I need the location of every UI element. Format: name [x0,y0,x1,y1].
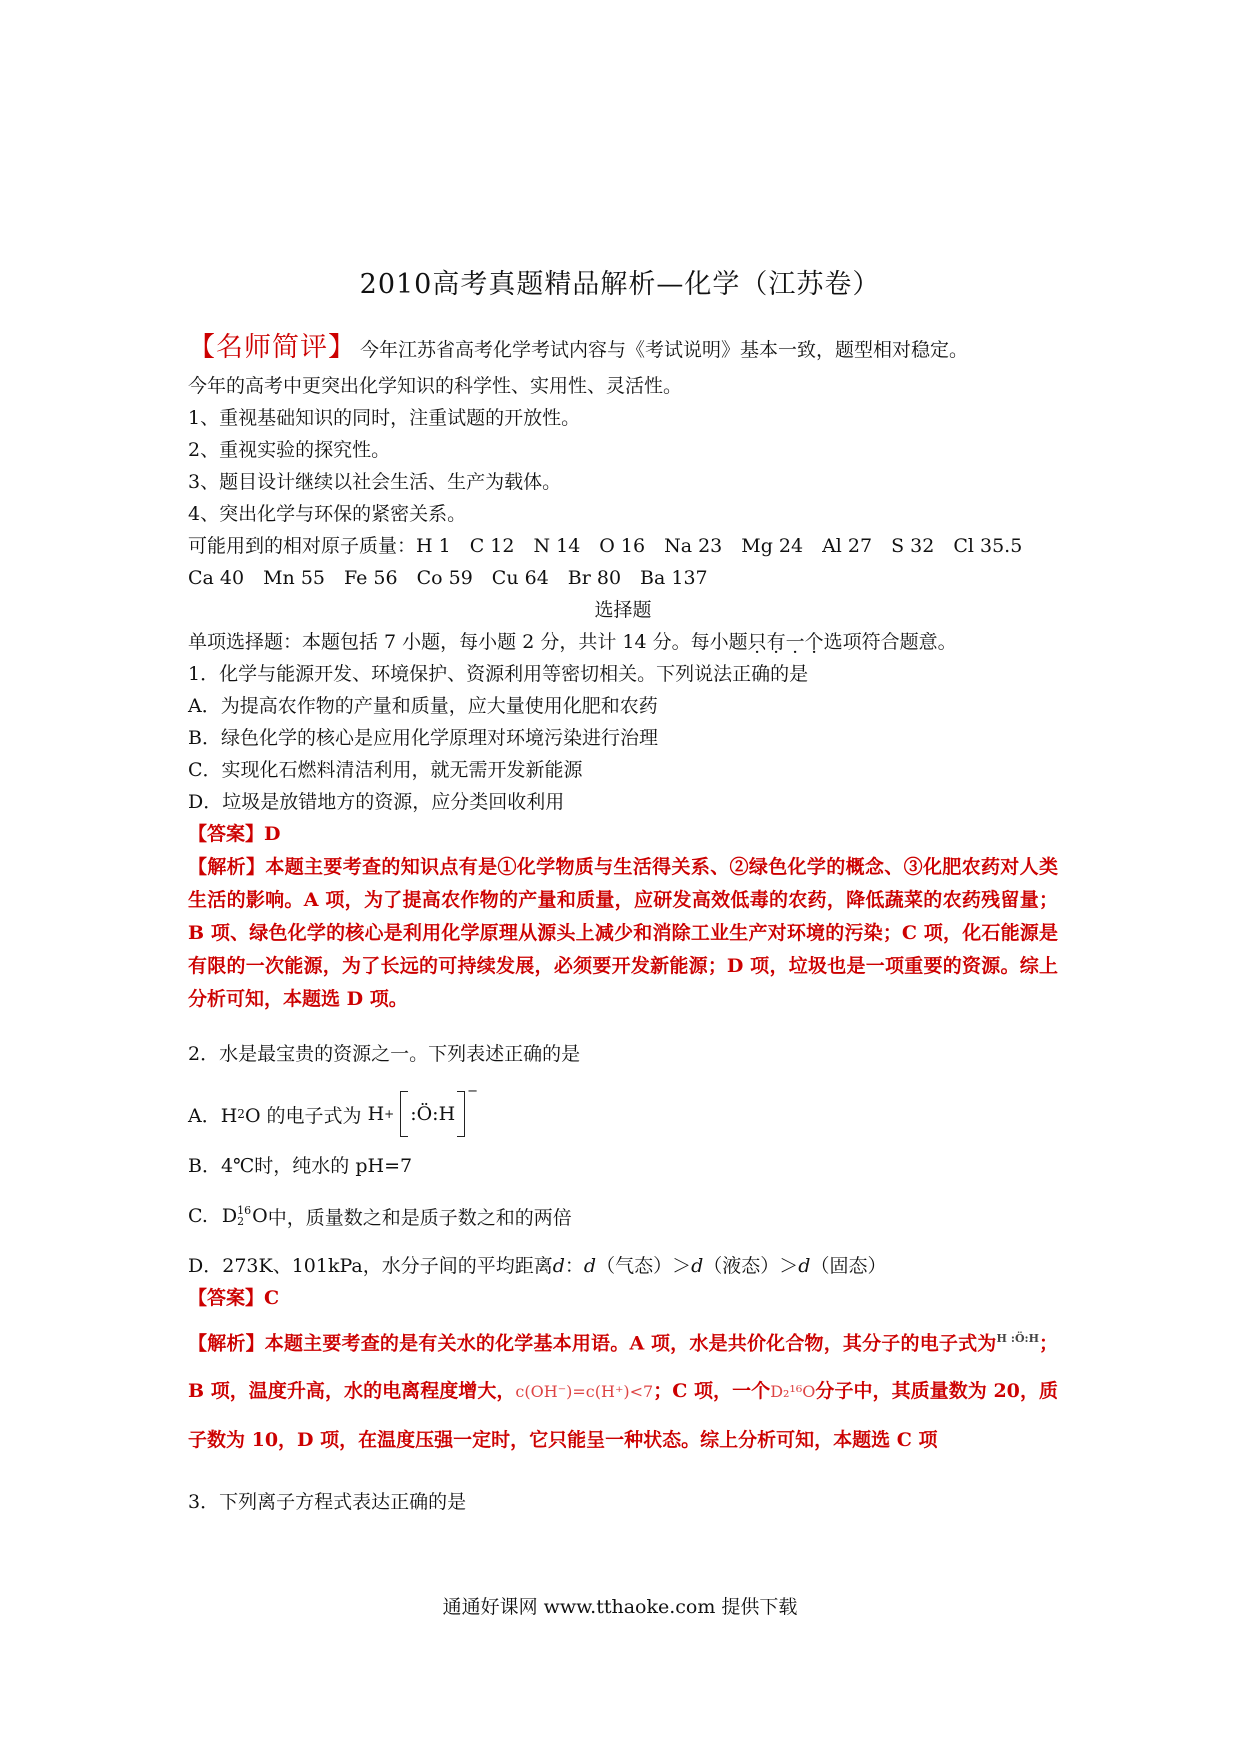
question-option-a [188,1084,1058,1144]
symbol-d: d [583,1255,597,1277]
emphasis-char: 一 [785,631,805,653]
review-continued: 今年的高考中更突出化学知识的科学性、实用性、灵活性。 [188,375,683,397]
analysis: 【解析】本题主要考查的知识点有是①化学物质与生活得关系、②绿色化学的概念、③化肥农药对人类生活的影响。A 项，为了提高农作物的产量和质量，应研发高效低毒的农药，降低蔬菜的农药残留量；B 项、绿色化学的核心是利用化学原理从源头上减少和消除工业生产对环境的污染；C 项，化石能源是有限的一次能源，为了长远的可持续发展，必须要开发新能源；D 项，垃圾也是一项重要的资源。综上分析可知，本题选 D 项。 [188,856,1058,1010]
review-text: 今年江苏省高考化学考试内容与《考试说明》基本一致，题型相对稳定。 [360,339,969,361]
question-stem: 3．下列离子方程式表达正确的是 [188,1491,467,1514]
section-description [188,626,1058,658]
review-point: 1、重视基础知识的同时，注重试题的开放性。 [188,407,581,429]
analysis [188,1315,1058,1464]
review-point: 3、题目设计继续以社会生活、生产为载体。 [188,471,562,493]
subscript: 2 [237,1107,245,1121]
question-option-b: B．4℃时，纯水的 pH=7 [188,1155,413,1177]
analysis-text: ；B 项，温度升高，水的电离程度增大， [188,1332,1058,1403]
question-stem: 1．化学与能源开发、环境保护、资源利用等密切相关。下列说法正确的是 [188,663,809,685]
formula-d: D [221,1205,238,1227]
page-title: 2010高考真题精品解析—化学（江苏卷） [359,269,881,300]
mass-number: 16 [237,1204,252,1217]
footer-credit: 通通好课网 www.tthaoke.com 提供下载 [442,1596,798,1618]
atomic-mass-line: Ca 40 Mn 55 Fe 56 Co 59 Cu 64 Br 80 Ba 137 [188,567,708,589]
option-text: D．273K、101kPa，水分子间的平均距离 [188,1255,553,1277]
question-option: A．为提高农作物的产量和质量，应大量使用化肥和农药 [188,695,658,717]
isotope-notation [237,1205,251,1227]
option-text: （固态） [810,1255,887,1277]
option-text: （液态）＞ [703,1255,799,1277]
analysis-text: 分子中，其质量数为 20，质子数为 10，D 项，在温度压强一定时，它只能呈一种状态。综上分析可知，本题选 C 项 [188,1380,1058,1452]
teacher-review [188,325,1058,364]
review-point: 4、突出化学与环保的紧密关系。 [188,503,467,525]
formula-image: c(OH⁻)=c(H⁺)<7 [515,1382,654,1402]
symbol-d: d [798,1255,811,1277]
answer: 【答案】C [188,1287,280,1309]
formula-o: O [252,1205,268,1227]
atom-count: 2 [237,1215,245,1228]
option-text: ： [564,1255,584,1277]
electron-formula: :Ö:H [410,1103,456,1125]
analysis-text: ；C 项，一个 [653,1380,771,1403]
superscript: + [384,1107,395,1121]
review-tag: 【名师简评】 [188,332,356,363]
atomic-mass-line: 可能用到的相对原子质量：H 1 C 12 N 14 O 16 Na 23 Mg 24 Al 27 S 32 Cl 35.5 [188,535,1023,557]
section-desc-text: 选项符合题意。 [823,631,957,653]
option-text: 中，质量数之和是质子数之和的两倍 [267,1206,572,1229]
analysis-text: 【解析】本题主要考查的是有关水的化学基本用语。A 项，水是共价化合物，其分子的电子式为 [188,1332,997,1355]
question-option: C．实现化石燃料清洁利用，就无需开发新能源 [188,759,583,781]
option-text: C. [188,1205,208,1227]
answer: 【答案】D [188,823,281,845]
document-body [188,325,1058,1518]
question-option-c [188,1196,1058,1236]
section-desc-text: 单项选择题：本题包括 7 小题，每小题 2 分，共计 14 分。每小题 [188,631,748,653]
emphasis-char: 有 [766,631,786,653]
question-option-d [188,1250,1058,1282]
electron-formula-image: H :Ö:H [996,1332,1039,1345]
section-title: 选择题 [594,599,652,621]
question-option: D．垃圾是放错地方的资源，应分类回收利用 [188,791,565,813]
question-option: B．绿色化学的核心是应用化学原理对环境污染进行治理 [188,727,658,749]
charge-sign: − [467,1084,479,1099]
formula-image: D₂¹⁶O [770,1382,816,1402]
formula-h: H [367,1103,385,1125]
emphasis-char: 只 [747,631,767,653]
symbol-d: d [691,1255,704,1277]
symbol-d: d [552,1255,565,1277]
question-stem: 2．水是最宝贵的资源之一。下列表述正确的是 [188,1043,581,1065]
option-text: A．H [188,1104,238,1127]
emphasis-char: 个 [804,631,824,653]
review-point: 2、重视实验的探究性。 [188,439,391,461]
option-text: （气态）＞ [596,1255,692,1277]
option-text: O 的电子式为 [244,1104,362,1127]
electron-formula-bracket [400,1091,465,1137]
